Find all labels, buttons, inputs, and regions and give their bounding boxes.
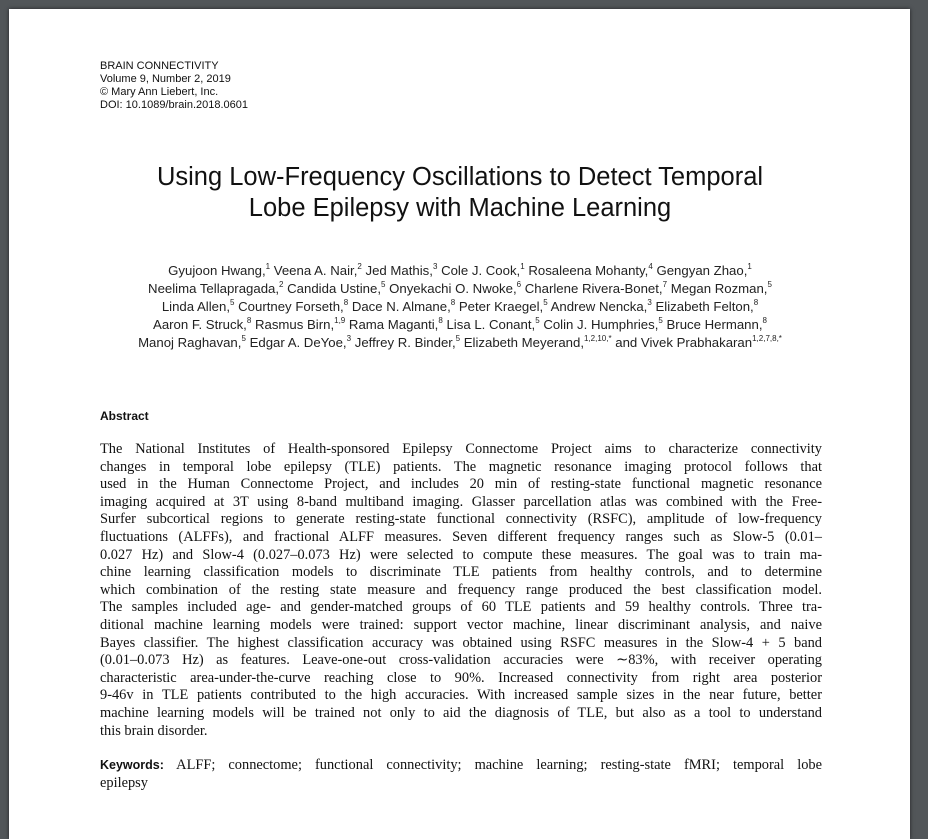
author-affiliation: 1,2,7,8,* — [752, 333, 782, 343]
abstract-line: Bayes classifier. The highest classification accuracy was obtained using RSFC measures in the Slow-4 + 5 band — [100, 634, 822, 651]
abstract-line: Surfer subcortical regions to generate resting-state functional connectivity (RSFC), amplitude of low-frequency — [100, 511, 822, 528]
author-affiliation: 5 — [455, 333, 461, 343]
author-affiliation: 2 — [279, 279, 284, 289]
author-name: Jed Mathis, — [365, 263, 433, 278]
author-name: Courtney Forseth, — [238, 299, 344, 314]
author-affiliation: 5 — [535, 315, 540, 325]
author-line — [95, 316, 825, 334]
author-name: Peter Kraegel, — [458, 299, 544, 314]
keywords-label: Keywords: — [100, 758, 164, 772]
author-affiliation: 3 — [346, 333, 352, 343]
author-line — [95, 298, 825, 316]
author-affiliation: 1,9 — [334, 315, 346, 325]
abstract-line: fluctuations (ALFFs), and fractional ALFF measures. Seven different frequency ranges such as Slow-5 (0.01– — [100, 528, 822, 545]
journal-copyright: © Mary Ann Liebert, Inc. — [100, 86, 219, 98]
author-name: Gyujoon Hwang, — [168, 263, 266, 278]
abstract-line: used in the Human Connectome Project, and includes 20 min of resting-state functional magnetic resonance — [100, 476, 822, 493]
keywords-text: ALFF; connectome; functional connectivity; machine learning; resting-state fMRI; temporal lobe — [176, 757, 822, 773]
author-name: Manoj Raghavan, — [138, 335, 242, 350]
author-affiliation: 1 — [265, 261, 271, 271]
author-affiliation: 8 — [438, 315, 443, 325]
paper-title — [100, 162, 820, 224]
author-name: Rasmus Birn, — [254, 317, 335, 332]
title-line-2: Lobe Epilepsy with Machine Learning — [248, 194, 672, 222]
author-name: Neelima Tellapragada, — [148, 281, 280, 296]
journal-name: BRAIN CONNECTIVITY — [100, 60, 219, 72]
author-name: Veena A. Nair, — [273, 263, 358, 278]
keywords-line-1 — [100, 756, 822, 774]
author-name: Edgar A. DeYoe, — [249, 335, 347, 350]
author-name: Gengyan Zhao, — [656, 263, 748, 278]
abstract-line: machine learning models will be trained not only to aid the diagnosis of TLE, but also as a tool to understand — [100, 704, 822, 721]
author-affiliation: 8 — [762, 315, 767, 325]
author-affiliation: 7 — [662, 279, 668, 289]
author-affiliation: 1 — [747, 261, 752, 271]
journal-header — [100, 60, 248, 112]
journal-doi: DOI: 10.1089/brain.2018.0601 — [100, 99, 249, 111]
paper-page — [9, 9, 910, 839]
abstract-line: changes in temporal lobe epilepsy (TLE) patients. The magnetic resonance imaging protocol follows that — [100, 458, 822, 475]
author-affiliation: 5 — [767, 279, 772, 289]
author-name: and Vivek Prabhakaran — [615, 335, 753, 350]
author-affiliation: 3 — [647, 297, 652, 307]
author-name: Linda Allen, — [161, 299, 231, 314]
abstract-line: (0.01–0.073 Hz) as features. Leave-one-out cross-validation accuracies were ∼83%, with receiver operating — [100, 652, 822, 669]
abstract-line: this brain disorder. — [100, 722, 208, 739]
keywords — [100, 756, 822, 792]
author-name: Rama Maganti, — [348, 317, 439, 332]
author-affiliation: 1,2,10,* — [584, 333, 612, 343]
abstract-line: The National Institutes of Health-sponsored Epilepsy Connectome Project aims to characterize connectivity — [100, 441, 822, 457]
author-affiliation: 5 — [658, 315, 663, 325]
abstract-line: characteristic area-under-the-curve reaching close to 90%. Increased connectivity from right area posterior — [100, 669, 822, 686]
abstract-line: chine learning classification models to discriminate TLE patients from healthy controls, and to determine — [100, 564, 822, 581]
author-affiliation: 5 — [543, 297, 548, 307]
title-line-1: Using Low-Frequency Oscillations to Detect Temporal — [156, 163, 764, 191]
author-affiliation: 6 — [516, 279, 522, 289]
author-name: Rosaleena Mohanty, — [528, 263, 649, 278]
abstract-line: 9-46v in TLE patients contributed to the high accuracies. With increased sample sizes in the near future, better — [100, 687, 822, 704]
abstract-body — [100, 441, 822, 740]
author-affiliation: 5 — [230, 297, 235, 307]
author-affiliation: 5 — [241, 333, 246, 343]
author-affiliation: 5 — [381, 279, 386, 289]
author-affiliation: 3 — [432, 261, 438, 271]
author-name: Aaron F. Struck, — [153, 317, 247, 332]
journal-volume: Volume 9, Number 2, 2019 — [100, 73, 231, 85]
keywords-line-2: epilepsy — [100, 775, 148, 791]
author-list — [95, 262, 825, 352]
author-affiliation: 8 — [450, 297, 456, 307]
abstract-line: imaging acquired at 3T using 8-band multiband imaging. Glasser parcellation atlas was combined with the Free- — [100, 493, 822, 510]
author-name: Charlene Rivera-Bonet, — [524, 281, 663, 296]
author-affiliation: 8 — [246, 315, 252, 325]
author-affiliation: 2 — [357, 261, 362, 271]
author-name: Andrew Nencka, — [550, 299, 648, 314]
author-name: Candida Ustine, — [287, 281, 381, 296]
author-name: Cole J. Cook, — [441, 263, 521, 278]
author-name: Lisa L. Conant, — [446, 317, 536, 332]
author-name: Onyekachi O. Nwoke, — [389, 281, 517, 296]
author-affiliation: 8 — [753, 297, 759, 307]
abstract-line: which combination of the resting state measure and frequency range produced the best classification model. — [100, 581, 822, 598]
abstract-line: 0.027 Hz) and Slow-4 (0.027–0.073 Hz) were selected to compute these measures. The goal was to train ma- — [100, 546, 822, 563]
author-affiliation: 1 — [520, 261, 525, 271]
author-line — [95, 334, 825, 352]
author-name: Colin J. Humphries, — [543, 317, 659, 332]
author-line — [95, 280, 825, 298]
abstract-line: The samples included age- and gender-matched groups of 60 TLE patients and 59 healthy controls. Three tra- — [100, 599, 822, 616]
author-line — [95, 262, 825, 280]
author-name: Elizabeth Felton, — [655, 299, 754, 314]
abstract-line: ditional machine learning models were trained: support vector machine, linear discriminant analysis, and naive — [100, 616, 822, 633]
author-name: Megan Rozman, — [670, 281, 768, 296]
author-affiliation: 4 — [648, 261, 653, 271]
author-name: Elizabeth Meyerand, — [463, 335, 584, 350]
abstract-heading: Abstract — [100, 409, 149, 423]
author-name: Dace N. Almane, — [351, 299, 451, 314]
author-name: Bruce Hermann, — [666, 317, 763, 332]
author-name: Jeffrey R. Binder, — [354, 335, 456, 350]
author-affiliation: 8 — [343, 297, 349, 307]
